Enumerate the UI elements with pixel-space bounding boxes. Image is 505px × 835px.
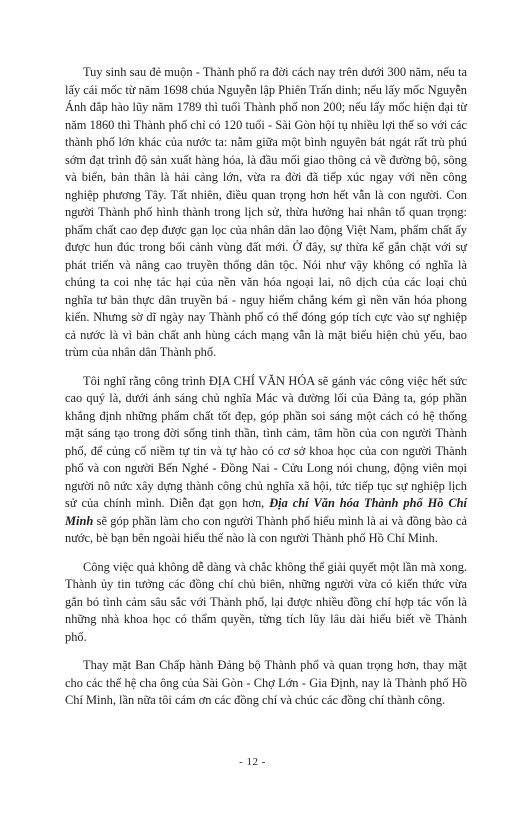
page-number: - 12 - — [239, 756, 266, 768]
paragraph-difficulty: Công việc quả không dễ dàng và chắc không thể giải quyết một lần mà xong. Thành ủy tin tưởng các đồng chí chủ biên, những người vừa có kiến thức vừa gắn bó tình cảm sâu sắc với Thành phố, lại được nhiều đồng chí hợp tác vốn là những nhà khoa học có thẩm quyền, từng tích lũy lâu dài hiểu biết về Thành phố. — [65, 559, 467, 644]
paragraph-history: Tuy sinh sau đẻ muộn - Thành phố ra đời cách nay trên dưới 300 năm, nếu ta lấy cái mốc từ năm 1698 chúa Nguyễn lập Phiên Trấn dinh; nếu lấy mốc Nguyễn Ánh đắp hào lũy năm 1789 thì tuổi Thành phố non 200; nếu lấy mốc hiện đại từ năm 1860 thì Thành phố chỉ có 120 tuổi - Sài Gòn hội tụ nhiều lợi thế so với các thành phố lớn khác của nước ta: nằm giữa một bình nguyên bát ngát rất trù phú sớm đạt trình độ sản xuất hàng hóa, là đầu mối giao thông cả về đường bộ, sông và biển, bản thân là hải cảng lớn, vừa ra đời đã tiếp xúc ngay với nền công nghiệp phương Tây. Tất nhiên, điều quan trọng hơn hết vẫn là con người. Con người Thành phố hình thành trong lịch sử, thừa hưởng hai nhân tố quan trọng: phẩm chất cao đẹp được gạn lọc của nhân dân lao động Việt Nam, phẩm chất ấy được hun đúc trong bối cảnh vùng đất mới. Ở đây, sự thừa kế gắn chặt với sự phát triển và nâng cao truyền thống dân tộc. Nói như vậy không có nghĩa là chúng ta coi nhẹ tác hại của nền văn hóa ngoại lai, nô dịch của các loại chủ nghĩa tư bản thực dân truyền bá - nguy hiểm chẳng kém gì nền văn hóa phong kiến. Nhưng sờ dĩ ngày nay Thành phố có thể đóng góp tích cực vào sự nghiệp cả nước là vì bản chất anh hùng cách mạng vẫn là mặt biểu hiện chủ yếu, bao trùm của nhân dân Thành phố. — [65, 65, 467, 359]
paragraph-thanks: Thay mặt Ban Chấp hành Đảng bộ Thành phố và quan trọng hơn, thay mặt cho các thế hệ cha ông của Sài Gòn - Chợ Lớn - Gia Định, nay là Thành phố Hồ Chí Minh, lần nữa tôi cám ơn các đồng chí và chúc các đồng chí thành công. — [65, 658, 467, 707]
book-title: Địa chí Văn hóa Thành phố Hồ Chí Minh — [65, 496, 467, 528]
document-body — [65, 64, 467, 721]
paragraph-text-after-title: sẽ góp phần làm cho con người Thành phố hiểu mình là ai và đồng bào cả nước, bè bạn bên ngoài hiểu thế nào là con người Thành phố Hồ Chí Minh. — [65, 513, 467, 545]
paragraph-dia-chi-van-hoa — [65, 373, 467, 548]
paragraph-text-before-title: Tôi nghĩ rằng công trình ĐỊA CHÍ VĂN HÓA sẽ gánh vác công việc hết sức cao quý là, dưới ánh sáng chủ nghĩa Mác và đường lối của Đảng ta, góp phần khẳng định những phẩm chất tốt đẹp, góp phần soi sáng một cách có hệ thống mặt sáng tạo trong đời sống tinh thần, tình cảm, tâm hồn của con người Thành phố, để củng cố niềm tự tin và tự hào có cơ sở khoa học của con người Thành phố và con người Bến Nghé - Đồng Nai - Cửu Long nói chung, động viên mọi người nô nức xây dựng thành công chủ nghĩa xã hội, tức tiếp tục sự nghiệp lịch sử của chính mình. Diễn đạt gọn hơn, — [65, 373, 467, 510]
